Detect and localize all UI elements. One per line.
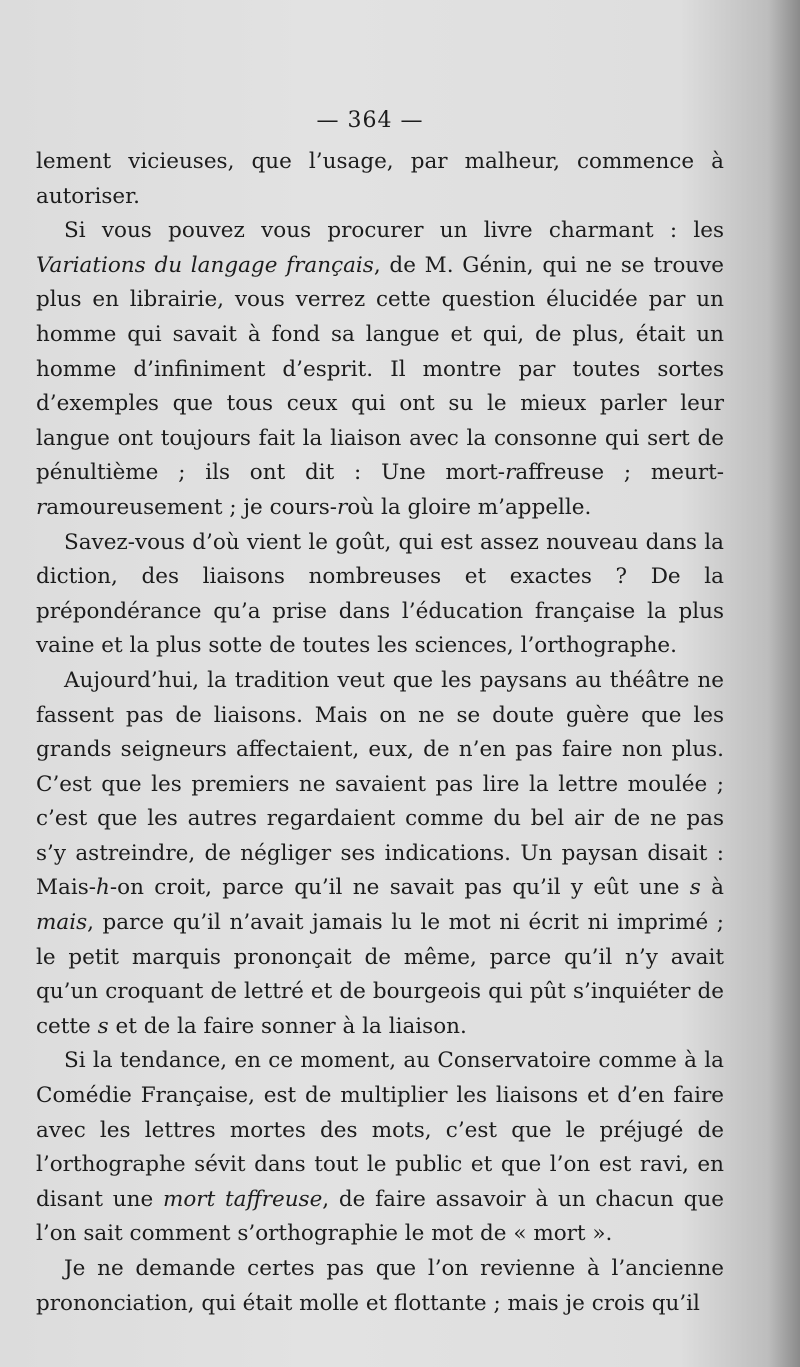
italic-text: Variations du langage français [36,252,374,278]
paragraph [36,1252,724,1321]
italic-text: r [337,494,348,520]
text-run: Si la tendance, en ce moment, au Conservatoire comme à la Comédie Française, est de multiplier les liaisons et d’en faire avec les lettres mortes des mots, c’est que le préjugé de l’orthographe sévit dans tout le public et que l’on est ravi, en disant une [36,1048,724,1212]
paragraph [36,526,724,664]
text-run: Aujourd’hui, la tradition veut que les paysans au théâtre ne fassent pas de liaisons. Mais on ne se doute guère que les grands seigneurs affectaient, eux, de n’en pas faire non plus. C’est que les premiers ne savaient pas lire la lettre moulée ; c’est que les autres regardaient comme du bel air de ne pas s’y astreindre, de négliger ses indications. Un paysan disait : Mais- [36,667,724,901]
paragraph [36,145,724,214]
text-run: , parce qu’il n’avait jamais lu le mot ni écrit ni imprimé ; le petit marquis prononçait de même, parce qu’il n’y avait qu’un croquant de lettré et de bourgeois qui pût s’inquiéter de cette [36,910,724,1039]
text-run: où la gloire m’appelle. [347,494,592,520]
text-run: Savez-vous d’où vient le goût, qui est assez nouveau dans la diction, des liaisons nombreuses et exactes ? De la prépondérance qu’a prise dans l’éducation française la plus vaine et la plus sotte de toutes les sciences, l’orthographe. [36,529,724,659]
text-run: amoureusement ; je cours- [46,494,338,520]
text-run: , de M. Génin, qui ne se trouve plus en librairie, vous verrez cette question élucidée par un homme qui savait à fond sa langue et qui, de plus, était un homme d’infiniment d’esprit. Il montre par toutes sortes d’exemples que tous ceux qui ont su le mieux parler leur langue ont toujours fait la liaison avec la consonne qui sert de pénultième ; ils ont dit : Une mort- [36,252,724,486]
italic-text: s [689,875,701,901]
text-run: affreuse ; meurt- [515,460,725,486]
italic-text: r [36,494,47,520]
italic-text: s [97,1013,109,1039]
page-body-text [36,145,724,1321]
italic-text: mais [36,910,88,936]
italic-text: r [505,460,516,486]
italic-text: mort taffreuse [162,1186,323,1212]
text-run: Je ne demande certes pas que l’on revienne à l’ancienne prononciation, qui était molle et flottante ; mais je crois qu’il [36,1256,724,1316]
paragraph [36,1044,724,1252]
italic-text: h [96,875,110,901]
text-run: , de faire assavoir à un chacun que l’on sait comment s’orthographie le mot de « mort ». [36,1186,724,1247]
paragraph [36,664,724,1045]
paragraph [36,214,724,525]
page-number: — 364 — [316,108,424,133]
text-run: à [700,875,725,901]
text-run: -on croit, parce qu’il ne savait pas qu’il y eût une [109,875,690,901]
text-run: lement vicieuses, que l’usage, par malheur, commence à autoriser. [36,149,724,209]
text-run: Si vous pouvez vous procurer un livre charmant : les [64,218,724,244]
text-run: et de la faire sonner à la liaison. [108,1013,467,1039]
